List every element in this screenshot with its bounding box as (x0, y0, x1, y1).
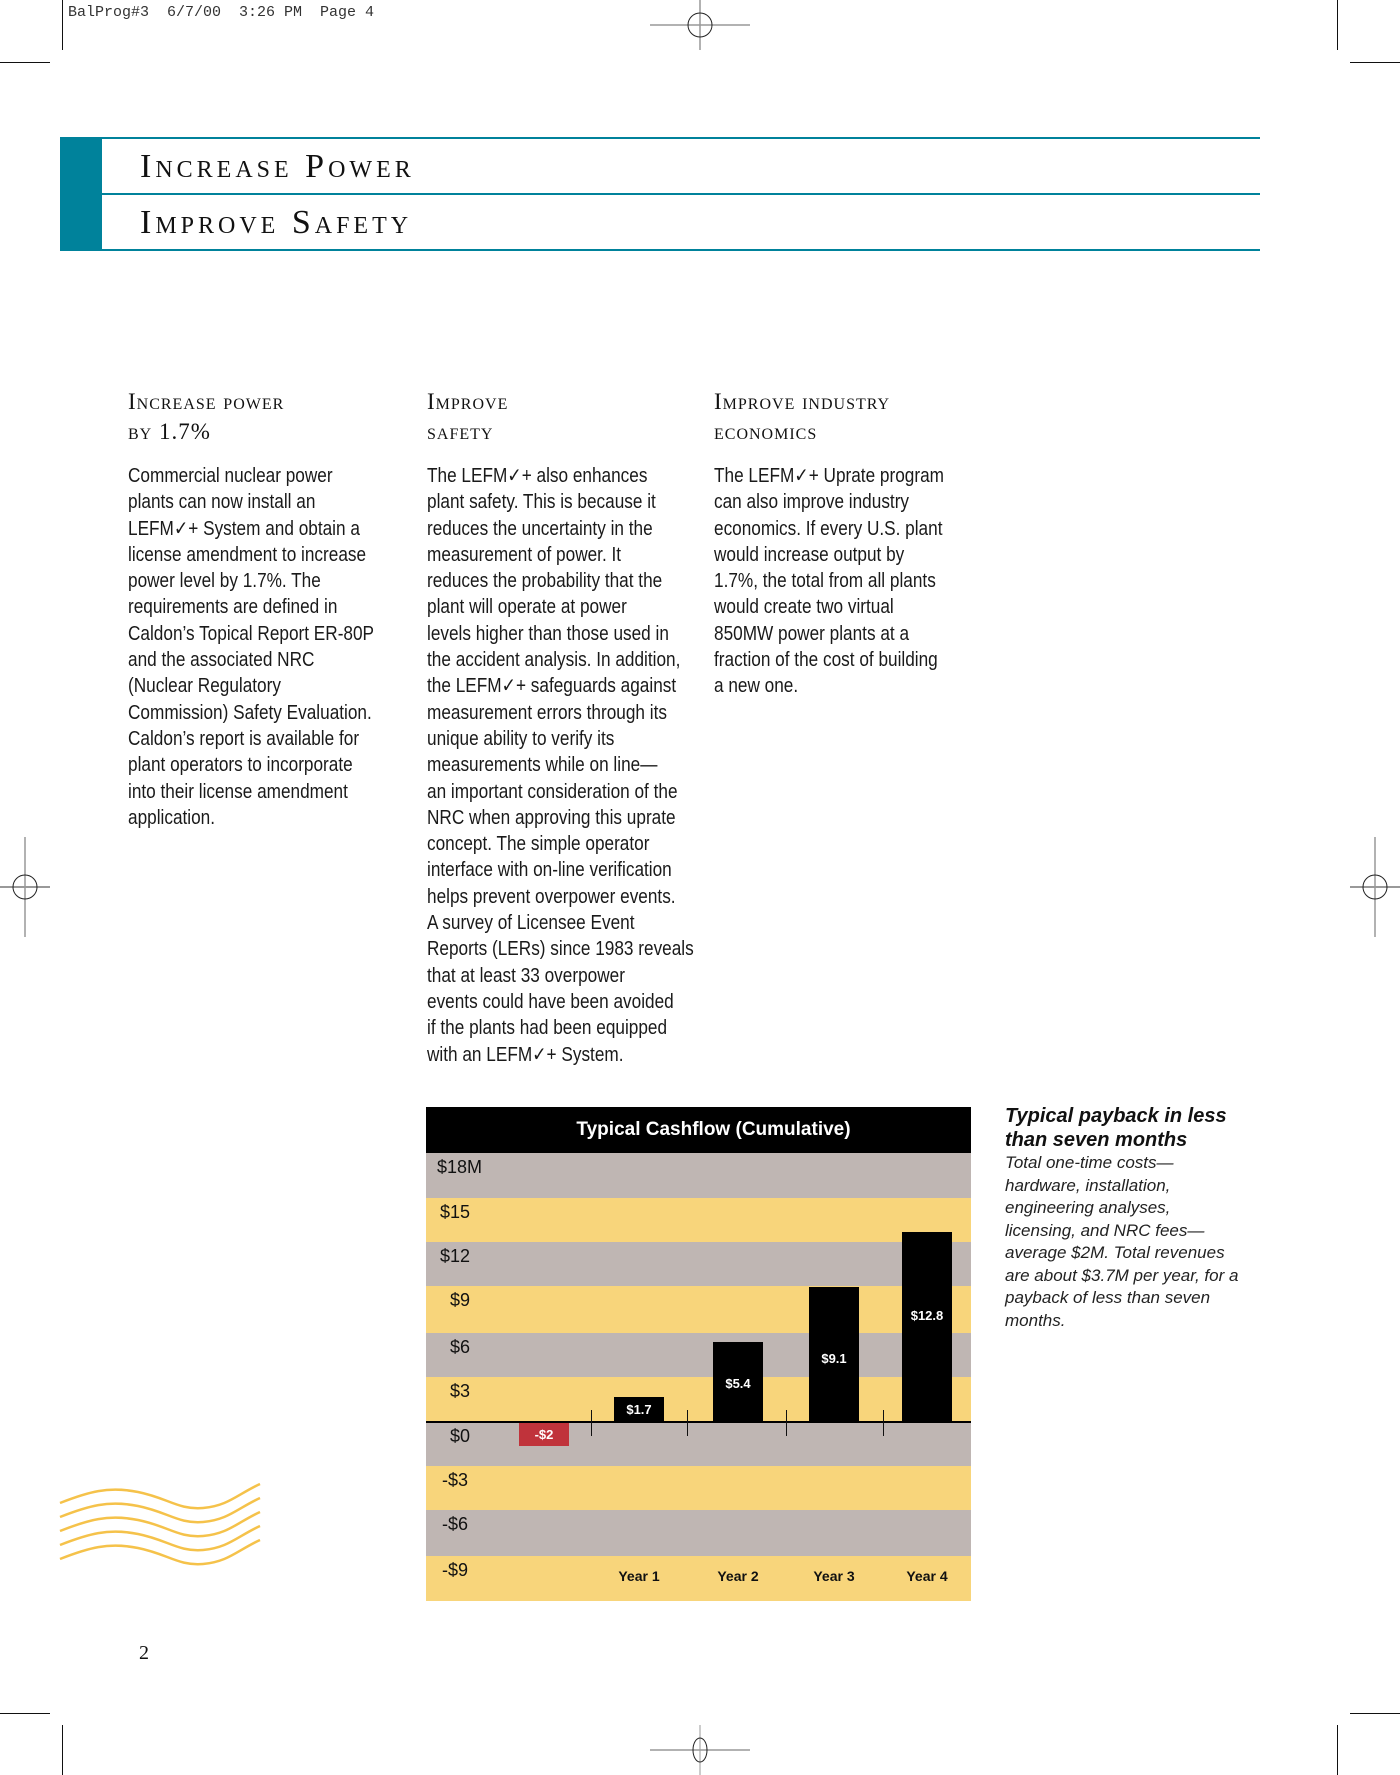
header-rule (60, 249, 1260, 251)
body-line: license amendment to increase (128, 543, 367, 566)
zero-axis-line (426, 1421, 971, 1423)
body-line: Caldon’s Topical Report ER-80P (128, 622, 375, 645)
chart-band (426, 1556, 971, 1601)
header-title-line1: Increase Power (140, 148, 415, 185)
body-line: plant will operate at power (427, 596, 627, 619)
body-line: plant safety. This is because it (427, 491, 656, 514)
body-line: (Nuclear Regulatory (128, 675, 281, 698)
header-rule (60, 137, 1260, 139)
chart-bar (902, 1232, 952, 1422)
column-heading: Improve industry economics (714, 389, 891, 444)
body-line: 1.7%, the total from all plants (714, 570, 936, 593)
column-improve-economics (714, 387, 994, 700)
crop-mark (1337, 1725, 1338, 1775)
chart-band (426, 1198, 971, 1242)
body-line: A survey of Licensee Event (427, 912, 635, 935)
body-line: 850MW power plants at a (714, 622, 910, 645)
crop-mark (0, 62, 50, 63)
registration-mark-right-icon (1350, 837, 1400, 937)
x-axis-tick (687, 1410, 688, 1436)
body-line: if the plants had been equipped (427, 1017, 668, 1040)
chart-band (426, 1286, 971, 1333)
body-line: would create two virtual (714, 596, 894, 619)
body-line: application. (128, 806, 216, 829)
column-body (427, 463, 707, 1068)
body-line: reduces the uncertainty in the (427, 517, 653, 540)
decorative-waves-icon (58, 1482, 263, 1574)
x-axis-label: Year 4 (906, 1568, 948, 1584)
column-increase-power (128, 387, 408, 831)
y-axis-label: $18M (437, 1157, 483, 1177)
body-line: helps prevent overpower events. (427, 885, 676, 908)
chart-title: Typical Cashflow (Cumulative) (426, 1107, 971, 1153)
body-line: requirements are defined in (128, 596, 338, 619)
column-body (714, 463, 994, 700)
cashflow-chart (426, 1107, 971, 1601)
body-line: would increase output by (714, 543, 905, 566)
bar-value-label: $5.4 (725, 1375, 751, 1391)
x-axis-label: Year 1 (618, 1568, 660, 1584)
x-axis-label: Year 2 (717, 1568, 759, 1584)
body-line: measurement errors through its (427, 701, 667, 724)
body-line: the accident analysis. In addition, (427, 649, 681, 672)
y-axis-label: $3 (450, 1381, 471, 1401)
crop-mark (1337, 0, 1338, 50)
x-axis-tick (786, 1410, 787, 1436)
body-line: Commercial nuclear power (128, 465, 333, 487)
bar-value-label: $1.7 (626, 1401, 652, 1417)
chart-band (426, 1377, 971, 1422)
crop-mark (1350, 1713, 1400, 1714)
chart-bar (809, 1287, 859, 1422)
chart-band (426, 1422, 971, 1466)
caption-title: Typical payback in less than seven months (1005, 1105, 1227, 1151)
body-line: reduces the probability that the (427, 570, 663, 593)
body-line: measurements while on line— (427, 754, 658, 777)
chart-caption (1005, 1104, 1245, 1332)
header-accent-block (60, 137, 102, 250)
chart-band (426, 1153, 971, 1198)
body-line: interface with on-line verification (427, 859, 672, 882)
body-line: fraction of the cost of building (714, 649, 938, 672)
body-line: measurement of power. It (427, 543, 622, 566)
x-axis-tick (591, 1410, 592, 1436)
body-line: plants can now install an (128, 491, 316, 514)
body-line: unique ability to verify its (427, 727, 615, 750)
crop-mark (1350, 62, 1400, 63)
header-rule (102, 193, 1260, 195)
crop-mark (0, 1713, 50, 1714)
body-line: a new one. (714, 675, 799, 698)
registration-mark-left-icon (0, 837, 50, 937)
y-axis-label: $15 (440, 1202, 471, 1222)
registration-mark-top-icon (650, 0, 750, 50)
bar-value-label: $12.8 (910, 1307, 944, 1323)
y-axis-label: -$3 (442, 1470, 469, 1490)
y-axis-label: $12 (440, 1246, 471, 1266)
column-body (128, 463, 408, 831)
body-line: NRC when approving this uprate (427, 806, 676, 829)
y-axis-label: $9 (450, 1290, 471, 1310)
y-axis-label: -$6 (442, 1514, 469, 1534)
body-line: Commission) Safety Evaluation. (128, 701, 372, 724)
body-line: economics. If every U.S. plant (714, 517, 943, 540)
chart-bar (519, 1423, 569, 1446)
body-line: an important consideration of the (427, 780, 678, 803)
body-line: Caldon’s report is available for (128, 727, 360, 750)
y-axis-label: $0 (450, 1426, 471, 1446)
bar-value-label: -$2 (534, 1427, 554, 1443)
bar-value-label: $9.1 (821, 1350, 847, 1366)
crop-mark (62, 1725, 63, 1775)
body-line: into their license amendment (128, 780, 348, 803)
chart-band (426, 1333, 971, 1377)
chart-band (426, 1242, 971, 1286)
body-line: LEFM✓+ System and obtain a (128, 517, 360, 540)
header-title-line2: Improve Safety (140, 204, 413, 241)
y-axis-label: $6 (450, 1337, 471, 1357)
column-heading: Increase power by 1.7% (128, 389, 285, 444)
body-line: The LEFM✓+ also enhances (427, 465, 648, 487)
column-heading: Improve safety (427, 389, 509, 444)
body-line: concept. The simple operator (427, 833, 650, 856)
page-number: 2 (139, 1642, 149, 1664)
body-line: power level by 1.7%. The (128, 570, 321, 593)
body-line: levels higher than those used in (427, 622, 669, 645)
caption-body: Total one-time costs—hardware, installation, engineering analyses, licensing, and NRC fees—average $2M. Total revenues are about $3.7M per year, for a payback of less than seven months. (1005, 1153, 1239, 1330)
y-axis-label: -$9 (442, 1560, 469, 1580)
body-line: plant operators to incorporate (128, 754, 353, 777)
crop-mark (62, 0, 63, 50)
body-line: can also improve industry (714, 491, 910, 514)
print-slug: BalProg#3 6/7/00 3:26 PM Page 4 (68, 4, 375, 21)
chart-band (426, 1466, 971, 1510)
x-axis-tick (883, 1410, 884, 1436)
column-improve-safety (427, 387, 707, 1068)
body-line: The LEFM✓+ Uprate program (714, 465, 944, 487)
chart-bar (713, 1342, 763, 1422)
body-line: Reports (LERs) since 1983 reveals (427, 938, 694, 961)
body-line: with an LEFM✓+ System. (427, 1043, 624, 1066)
x-axis-label: Year 3 (813, 1568, 855, 1584)
body-line: and the associated NRC (128, 649, 315, 672)
body-line: that at least 33 overpower (427, 964, 625, 987)
body-line: events could have been avoided (427, 990, 674, 1013)
chart-band (426, 1510, 971, 1556)
body-line: the LEFM✓+ safeguards against (427, 675, 677, 698)
chart-bar (614, 1397, 664, 1422)
registration-mark-bottom-icon (650, 1725, 750, 1775)
